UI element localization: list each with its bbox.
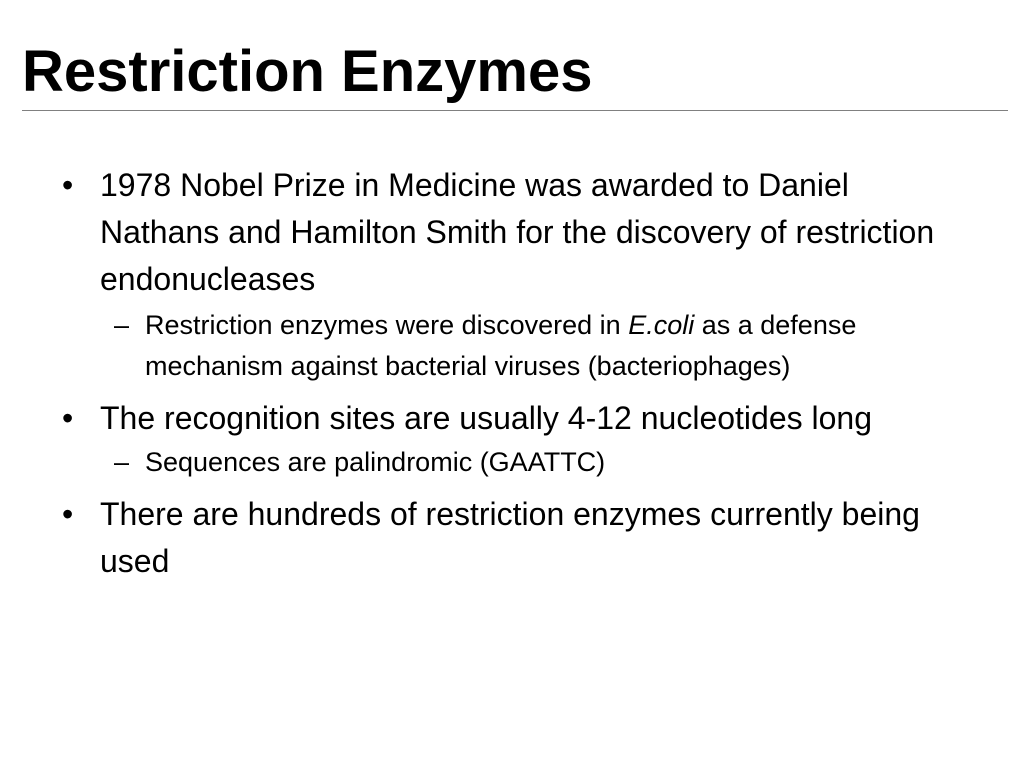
bullet-item-2 xyxy=(62,395,962,442)
sub-bullet-text-1-after: as a defense mechanism against bacterial viruses (bacteriophages) xyxy=(145,310,857,381)
bullet-icon: • xyxy=(62,400,74,436)
title-divider xyxy=(22,110,1008,111)
bullet-text-3: There are hundreds of restriction enzymes currently being used xyxy=(100,496,920,579)
sub-bullet-text-2: Sequences are palindromic (GAATTC) xyxy=(145,447,606,477)
slide-title: Restriction Enzymes xyxy=(22,39,593,104)
bullet-icon: • xyxy=(62,496,74,532)
bullet-text-1: 1978 Nobel Prize in Medicine was awarded to Daniel Nathans and Hamilton Smith for the discovery of restriction endonucleases xyxy=(100,167,935,297)
dash-icon: – xyxy=(114,447,130,477)
sub-bullet-text-1-before: Restriction enzymes were discovered in xyxy=(145,310,629,340)
bullet-item-1 xyxy=(62,162,962,303)
sub-bullet-item-2 xyxy=(114,442,962,483)
sub-bullet-item-1 xyxy=(114,305,962,387)
bullet-text-2: The recognition sites are usually 4-12 nucleotides long xyxy=(100,400,873,436)
bullet-icon: • xyxy=(62,167,74,203)
slide-body xyxy=(62,162,962,595)
bullet-item-3 xyxy=(62,491,962,585)
dash-icon: – xyxy=(114,310,130,340)
sub-bullet-text-1-italic: E.coli xyxy=(628,310,695,340)
